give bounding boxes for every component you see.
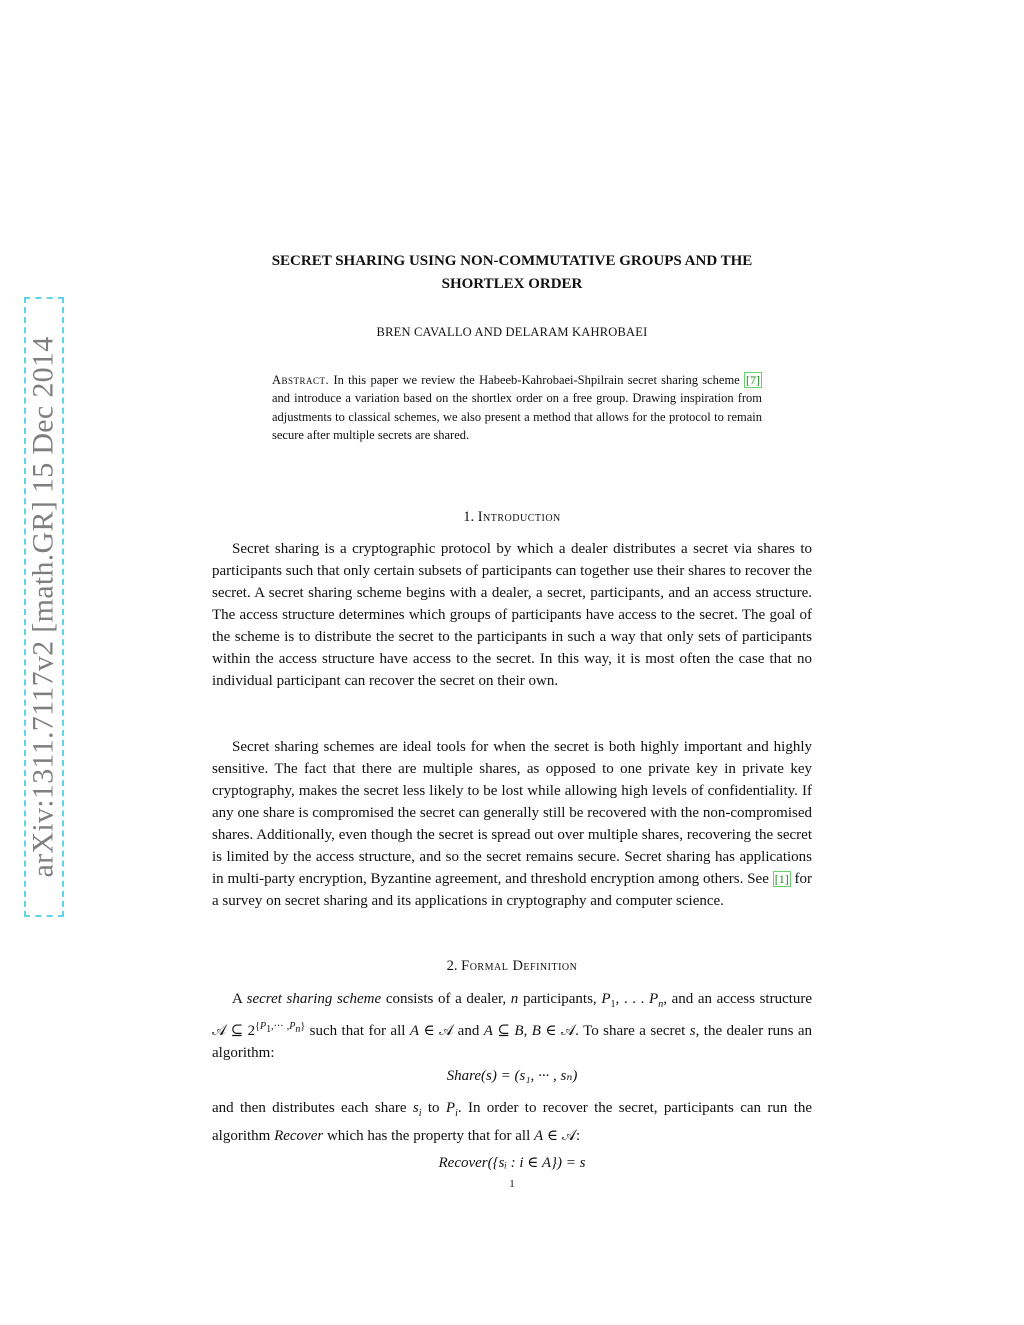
page-number: 1 xyxy=(509,1178,515,1190)
section-title: Introduction xyxy=(477,509,561,525)
paper-title xyxy=(212,250,812,296)
citation-link[interactable]: [7] xyxy=(746,373,760,387)
arxiv-sidebar-stamp xyxy=(24,297,64,917)
definition-paragraph-1: A secret sharing scheme consists of a dealer, n participants, $P_1$, . . . $P_n$, and an access structure 𝒜 ⊆ $2^{\{P_1,\cdot\cdot\cdot ,P_n\}}$ such that for all A ∈ 𝒜 and A ⊆ B, B ∈ 𝒜. To share a secret s, the dealer runs an algorithm: xyxy=(212,991,813,1061)
definition-paragraph-2: and then distributes each share $s_i$ to $P_i$. In order to recover the secret, participants can run the algorithm Recover which has the property that for all A ∈ 𝒜: xyxy=(212,1100,813,1144)
section-heading-1: 1. Introduction xyxy=(463,509,561,525)
authors: BREN CAVALLO AND DELARAM KAHROBAEI xyxy=(376,325,648,339)
title-line-1: SECRET SHARING USING NON-COMMUTATIVE GROUPS AND THE xyxy=(271,253,753,269)
defined-term: secret sharing scheme xyxy=(246,991,382,1007)
equation-recover: Recover({sᵢ : i ∈ A}) = s xyxy=(438,1155,586,1171)
citation-link[interactable]: [1] xyxy=(774,872,789,886)
equation-share: Share(s) = (s₁, ··· , sₙ) xyxy=(446,1068,578,1084)
abstract xyxy=(272,371,762,444)
section-title: Formal Definition xyxy=(461,958,578,974)
section-heading-2: 2. Formal Definition xyxy=(446,958,578,974)
abstract-text-2: and introduce a variation based on the shortlex order on a free group. Drawing inspiration from adjustments to classical schemes, we also present a method that allows for the protocol to remain secure after multiple secrets are shared. xyxy=(272,391,762,442)
abstract-text-1: In this paper we review the Habeeb-Kahrobaei-Shpilrain secret sharing scheme xyxy=(333,373,740,387)
arxiv-id: arXiv:1311.7117v2 [math.GR] 15 Dec 2014 xyxy=(27,336,60,878)
abstract-label: Abstract. xyxy=(272,373,330,387)
intro-paragraph-2: Secret sharing schemes are ideal tools for when the secret is both highly important and highly sensitive. The fact that there are multiple shares, as opposed to one private key in private key cryptography, makes the secret less likely to be lost while allowing high levels of confidentiality. If any one share is compromised the secret can generally still be recovered with the non-compromised shares. Additionally, even though the secret is spread out over multiple shares, recovering the secret is limited by the access structure, and so the secret remains secure. Secret sharing has applications in multi-party encryption, Byzantine agreement, and threshold encryption among others. See [1] for a survey on secret sharing and its applications in cryptography and computer science. xyxy=(212,739,813,909)
title-line-2: SHORTLEX ORDER xyxy=(441,276,583,292)
recover-term: Recover xyxy=(274,1128,324,1144)
intro-paragraph-1: Secret sharing is a cryptographic protocol by which a dealer distributes a secret via shares to participants such that only certain subsets of participants can together use their shares to recover the secret. A secret sharing scheme begins with a dealer, a secret, participants, and an access structure. The access structure determines which groups of participants have access to the secret. The goal of the scheme is to distribute the secret to the participants in such a way that only sets of participants within the access structure have access to the secret. In this way, it is most often the case that no individual participant can recover the secret on their own. xyxy=(212,541,812,689)
